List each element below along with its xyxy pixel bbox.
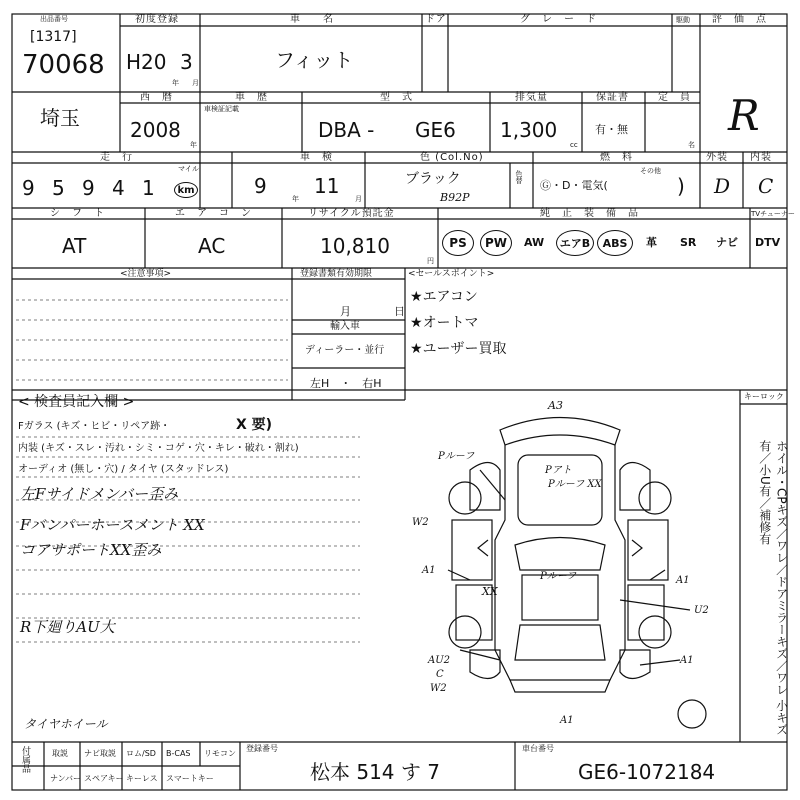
shaken-year-unit: 年 [292, 195, 299, 203]
score: R [728, 91, 760, 140]
doc-month-unit: 月 [340, 305, 351, 318]
mileage-digit: 1 [142, 176, 155, 200]
warranty-label: 保証書 [596, 92, 629, 103]
recycle-label: リサイクル預託金 [308, 208, 395, 219]
interior-label: 内装 [750, 152, 772, 163]
inspector-line-glass: Fガラス (キズ・ヒビ・リペア跡・ [18, 421, 171, 432]
cc-unit: cc [570, 141, 578, 149]
first-reg-label: 初度登録 [135, 14, 179, 25]
damage-mark: A1 [422, 565, 436, 576]
fuel-close-paren: ) [677, 174, 685, 198]
lot-sub: [1317] [30, 29, 77, 45]
color-label: 色 (Col.No) [420, 152, 484, 163]
shift: AT [62, 234, 87, 258]
year-unit: 年 [172, 79, 179, 87]
mileage-digit: 4 [112, 176, 125, 200]
caution-label: <注意事項> [120, 269, 172, 279]
equip-dtv: DTV [755, 236, 781, 249]
equipment-label: 純 正 装 備 品 [540, 208, 639, 219]
inspector-note: タイヤホイール [24, 717, 108, 731]
mileage-unit: km [174, 182, 198, 198]
steering-side: 左H ・ 右H [310, 377, 382, 390]
shift-label: シ フ ト [50, 208, 105, 219]
accessory-item: キーレス [126, 774, 158, 783]
damage-mark: U2 [694, 605, 709, 616]
tuner-label: TVチューナー [751, 210, 795, 218]
lot-label: 出品番号 [40, 15, 68, 23]
mileage-unit-top: マイル [178, 165, 199, 173]
year-unit-2: 年 [190, 141, 197, 149]
capacity-unit: 名 [688, 141, 695, 149]
equip-airbag: エアB [556, 230, 594, 256]
ac-label: エ ア コ ン [175, 208, 252, 219]
damage-mark: A1 [560, 715, 574, 726]
inspector-title: < 検査員記入欄 > [18, 394, 135, 410]
first-reg-era: H20 [126, 50, 167, 74]
inspector-line-interior: 内装 (キズ・スレ・汚れ・シミ・コゲ・穴・キレ・破れ・割れ) [18, 443, 299, 454]
car-name-label: 車 名 [290, 14, 334, 25]
history-label: 車 歴 [235, 92, 268, 103]
accessories-label: 付属品 [20, 746, 30, 773]
damage-mark: W2 [430, 683, 447, 694]
door-label: ドア [425, 14, 447, 25]
accessory-item: リモコン [204, 749, 236, 758]
interior-grade: C [758, 174, 774, 198]
damage-mark: Pルーフ XX [548, 479, 602, 490]
warranty: 有・無 [595, 123, 628, 136]
prefecture: 埼玉 [40, 106, 80, 130]
plate-number: 松本 514 す 7 [310, 760, 440, 784]
score-label: 評 価 点 [712, 14, 767, 25]
mileage-digit: 5 [52, 176, 65, 200]
shaken-label: 車 検 [300, 152, 333, 163]
equip-abs: ABS [597, 230, 633, 256]
inspector-note: 左Fサイドメンバー歪み [20, 485, 179, 503]
glass-mark: X 要) [236, 417, 273, 433]
chassis-label: 車台番号 [522, 744, 554, 753]
inspector-note: Fバンパーホースメント XX [20, 516, 205, 534]
history-sub: 車検証記載 [204, 105, 239, 113]
accessory-item: ロム/SD [126, 749, 156, 758]
shaken-year: 9 [254, 174, 267, 198]
fuel-other: その他 [640, 167, 661, 175]
damage-mark: C [436, 669, 444, 680]
fuel-options: Ⓖ・D・電気( [540, 179, 608, 192]
damage-mark: Pルーフ [540, 571, 577, 582]
import-label: 輸入車 [330, 321, 360, 332]
fuel-label: 燃 料 [600, 152, 633, 163]
accessory-item: 取説 [52, 749, 68, 758]
damage-mark: A1 [676, 575, 690, 586]
damage-mark: A1 [680, 655, 694, 666]
exterior-grade: D [714, 174, 731, 198]
sales-point: ★ エアコン [410, 290, 478, 304]
shaken-month: 11 [314, 174, 340, 198]
dealer-parallel: ディーラー・並行 [305, 345, 385, 356]
doc-expiry-label: 登録書類有効期限 [300, 269, 373, 279]
equip-pw: PW [480, 230, 512, 256]
damage-mark: W2 [412, 517, 429, 528]
damage-mark: Pアト [545, 465, 572, 476]
accessory-item: スマートキー [166, 774, 214, 783]
model-code: GE6 [415, 118, 456, 142]
mileage-label: 走 行 [100, 152, 133, 163]
model-label: 型 式 [380, 92, 413, 103]
inspector-note: コアサポートXX歪み [20, 541, 162, 559]
color: ブラック [405, 171, 461, 187]
sales-label: <セールスポイント> [408, 269, 495, 279]
equip-ps: PS [442, 230, 474, 256]
accessory-item: B-CAS [166, 749, 191, 758]
damage-mark: Pルーフ [438, 451, 475, 462]
color-number: B92P [440, 191, 470, 204]
recycle-amount: 10,810 [320, 234, 390, 258]
capacity-label: 定 員 [658, 92, 691, 103]
damage-mark: A3 [548, 399, 563, 412]
sales-point: ★ オートマ [410, 316, 479, 330]
ac: AC [198, 234, 226, 258]
equip-navi: ナビ [716, 236, 738, 249]
month-unit: 月 [192, 79, 199, 87]
accessory-item: ナンバー [50, 774, 82, 783]
first-reg-month: 3 [180, 50, 193, 74]
mileage-digit: 9 [82, 176, 95, 200]
side-legend: ホイル・CPキズ／ワレ／ドアミラーキズ／ワレ 小キズ有／小U有／補修有 [757, 440, 789, 736]
yen-unit: 円 [427, 257, 434, 265]
western-year: 2008 [130, 118, 181, 142]
damage-mark: AU2 [428, 655, 451, 666]
western-label: 西 暦 [140, 92, 173, 103]
grade-label: グ レ ー ド [520, 14, 597, 25]
inspector-note: R下廻りAU大 [20, 618, 115, 636]
model-prefix: DBA - [318, 118, 375, 142]
inspector-line-audio: オーディオ (無し・穴) / タイヤ (スタッドレス) [18, 464, 229, 475]
equip-leather: 革 [646, 236, 657, 249]
drive-label: 駆動 [676, 16, 690, 24]
exterior-label: 外装 [706, 152, 728, 163]
doc-day-unit: 日 [394, 305, 405, 318]
sales-point: ★ ユーザー買取 [410, 342, 507, 356]
lot-number: 70068 [22, 50, 105, 80]
car-name: フィット [275, 48, 354, 72]
keylock-label: キーロック [744, 392, 784, 401]
equip-sr: SR [680, 236, 697, 249]
accessory-item: ナビ取説 [84, 749, 116, 758]
color-change-label: 色替 [515, 170, 523, 184]
shaken-month-unit: 月 [355, 195, 362, 203]
damage-mark: XX [482, 585, 498, 598]
plate-label: 登録番号 [246, 744, 278, 753]
displacement-label: 排気量 [515, 92, 548, 103]
equip-aw: AW [524, 236, 545, 249]
chassis-number: GE6-1072184 [578, 760, 716, 784]
accessory-item: スペアキー [84, 774, 124, 783]
displacement: 1,300 [500, 118, 558, 142]
mileage-digit: 9 [22, 176, 35, 200]
